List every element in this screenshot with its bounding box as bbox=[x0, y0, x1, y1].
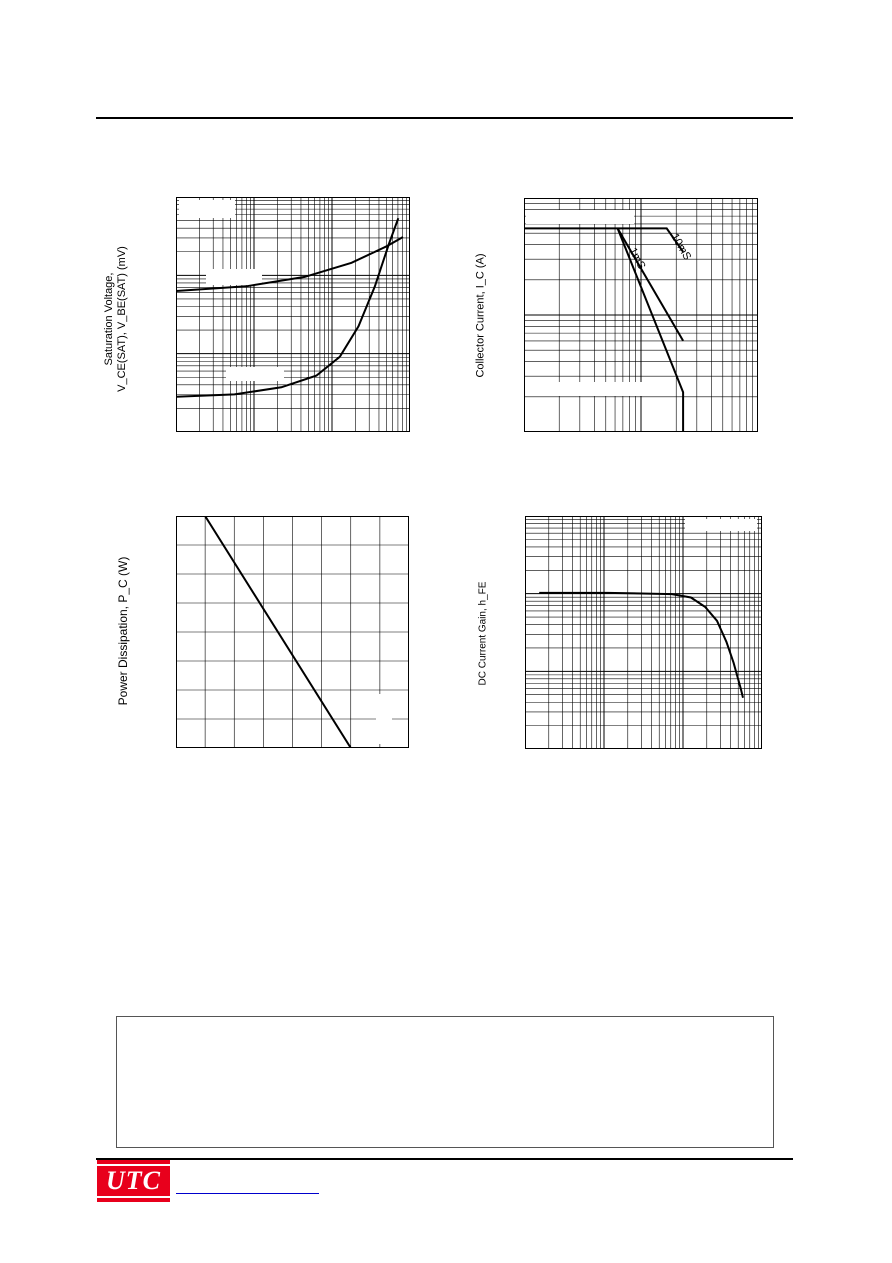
saturation-voltage-ylabel-line2: V_CE(SAT), V_BE(SAT) (mV) bbox=[116, 246, 128, 392]
footer-rule bbox=[96, 1158, 793, 1160]
header-rule bbox=[96, 117, 793, 119]
dc-current-gain-ylabel bbox=[477, 544, 490, 724]
annotation-10ms: 10mS bbox=[668, 231, 694, 263]
footer-link-underline[interactable] bbox=[176, 1193, 319, 1194]
hfe-curve bbox=[539, 593, 743, 698]
dc-current-gain-chart bbox=[525, 516, 762, 749]
label-background bbox=[526, 210, 634, 224]
plot-frame bbox=[526, 517, 762, 749]
dc-current-gain-ylabel-line1: DC Current Gain, h_FE bbox=[477, 581, 489, 686]
notice-box bbox=[116, 1016, 774, 1148]
power-dissipation-ylabel bbox=[117, 541, 133, 721]
label-background bbox=[226, 367, 284, 381]
collector-current-ylabel-line1: Collector Current, I_C (A) bbox=[474, 253, 487, 378]
power-dissipation-chart bbox=[176, 516, 409, 748]
label-background bbox=[179, 200, 235, 218]
utc-logo: UTC bbox=[97, 1160, 170, 1202]
label-background bbox=[685, 519, 757, 531]
label-background bbox=[376, 694, 392, 744]
label-background bbox=[206, 269, 262, 285]
plot-frame bbox=[177, 198, 410, 432]
safe-operating-area-chart bbox=[524, 198, 758, 432]
saturation-voltage-ylabel-line1: Saturation Voltage, bbox=[103, 272, 115, 366]
vce-sat-curve bbox=[176, 218, 398, 397]
label-background bbox=[534, 382, 652, 396]
saturation-voltage-chart bbox=[176, 197, 410, 432]
annotation-1ms: 1mS bbox=[626, 245, 648, 272]
collector-current-ylabel bbox=[475, 226, 490, 406]
saturation-voltage-ylabel bbox=[103, 229, 133, 409]
power-dissipation-ylabel-line1: Power Dissipation, P_C (W) bbox=[116, 556, 130, 706]
soa-10ms-limit bbox=[524, 228, 683, 251]
